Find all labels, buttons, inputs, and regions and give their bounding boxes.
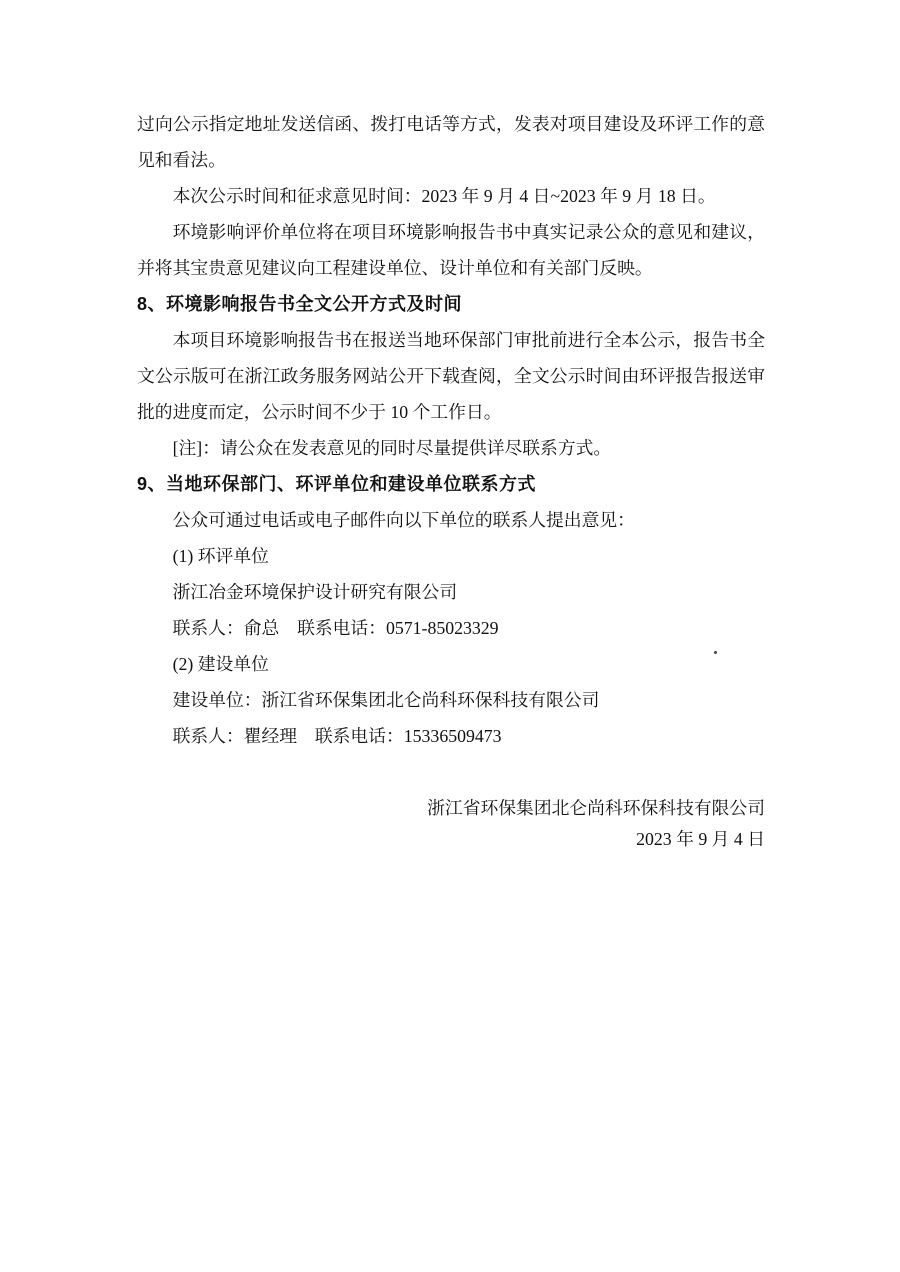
section8-body: 本项目环境影响报告书在报送当地环保部门审批前进行全本公示，报告书全文公示版可在浙江政务服务网站公开下载查阅，全文公示时间由环评报告报送审批的进度而定，公示时间不少于 10 个工作日。 — [137, 330, 765, 422]
eia-unit-contact: 联系人：俞总 联系电话：0571-85023329 — [172, 618, 499, 638]
ink-dot-artifact — [714, 651, 717, 654]
signature-date: 2023 年 9 月 4 日 — [636, 829, 765, 849]
construction-unit-label: (2) 建设单位 — [172, 654, 269, 674]
construction-unit-contact: 联系人：瞿经理 联系电话：15336509473 — [172, 726, 502, 746]
section8-heading: 8、环境影响报告书全文公开方式及时间 — [137, 294, 463, 314]
paragraph-publicity-period: 本次公示时间和征求意见时间：2023 年 9 月 4 日~2023 年 9 月 18 日。 — [172, 186, 716, 206]
eia-unit-company: 浙江冶金环境保护设计研究有限公司 — [172, 582, 458, 602]
signature-block — [137, 793, 765, 855]
section9-intro: 公众可通过电话或电子邮件向以下单位的联系人提出意见： — [172, 510, 635, 530]
eia-unit-label: (1) 环评单位 — [172, 546, 269, 566]
construction-unit-company: 建设单位：浙江省环保集团北仑尚科环保科技有限公司 — [172, 690, 600, 710]
signature-company: 浙江省环保集团北仑尚科环保科技有限公司 — [427, 798, 765, 818]
section8-note: [注]：请公众在发表意见的同时尽量提供详尽联系方式。 — [172, 438, 612, 458]
section9-heading: 9、当地环保部门、环评单位和建设单位联系方式 — [137, 474, 537, 494]
paragraph-continuation: 过向公示指定地址发送信函、拨打电话等方式，发表对项目建设及环评工作的意见和看法。 — [137, 114, 765, 170]
paragraph-feedback-commitment: 环境影响评价单位将在项目环境影响报告书中真实记录公众的意见和建议，并将其宝贵意见建议向工程建设单位、设计单位和有关部门反映。 — [137, 222, 765, 278]
document-content — [137, 106, 765, 855]
